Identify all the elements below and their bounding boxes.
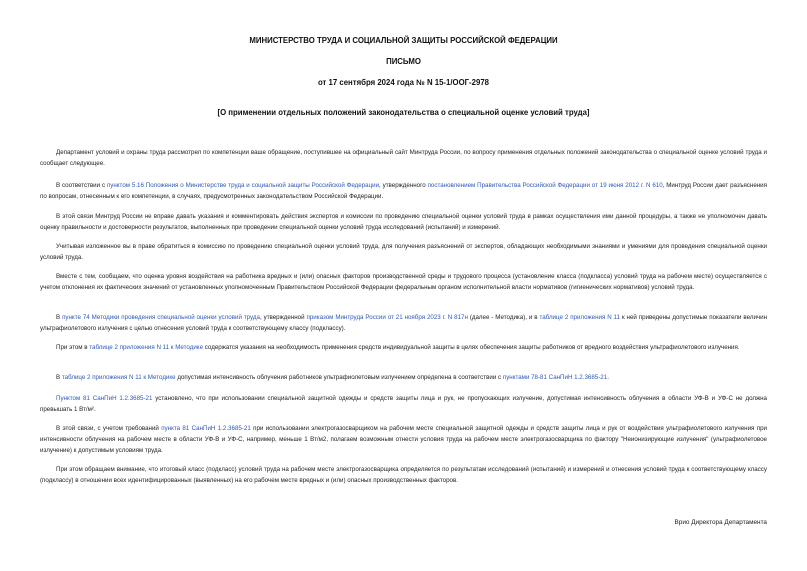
paragraph-7-text-a: При этом в [56,344,88,351]
paragraph-6-text-d: к ней приведены допустимые показатели величин ультрафиолетового излучения с целью отнесения условий труда к соответствующему классу (подклассу). [40,314,767,332]
link-order-817n[interactable]: приказом Минтруда России от 21 ноября 2023 г. N 817н [306,314,468,321]
link-regulation-5-16[interactable]: пунктом 5.16 Положения о Министерстве труда и социальной защиты Российской Федерации [106,182,380,189]
link-sanpin-items-78-81[interactable]: пунктами 78-81 СанПиН 1.2.3685-21 [502,374,608,381]
paragraph-2-text-a: В соответствии с [56,182,106,189]
link-methodology-item-74[interactable]: пункте 74 Методики проведения специальной оценки условий труда [62,314,260,321]
ministry-heading: МИНИСТЕРСТВО ТРУДА И СОЦИАЛЬНОЙ ЗАЩИТЫ РОССИЙСКОЙ ФЕДЕРАЦИИ [249,36,558,45]
document-title: [О применении отдельных положений законодательства о специальной оценке условий труда] [217,108,590,117]
paragraph-10 [40,423,767,456]
paragraph-8-text-b: допустимая интенсивность облучения работников ультрафиолетовым излучением определена в соответствии с [177,374,502,381]
link-sanpin-item-81-2[interactable]: пункта 81 СанПиН 1.2.3685-21 [161,425,251,432]
link-sanpin-item-81[interactable]: Пунктом 81 СанПиН 1.2.3685-21 [56,395,153,402]
paragraph-10-text-b: при использовании электрогазосварщиком на рабочем месте специальной защитной одежды и средств защиты лица и рук от воздействия ультрафиолетового излучения при интенсивности облучения на рабочем месте в области УФ-В и УФ-С, например, меньше 1 Вт/м2, полагаем возможным отнести условия труда на рабочем месте электрогазосварщика по фактору "Неионизирующие излучения" (ультрафиолетовое излучение) к допустимым условиям труда. [40,425,767,454]
link-table-2-appendix-11-methodology-2[interactable]: таблице 2 приложения N 11 к Методике [61,374,176,381]
paragraph-5: Вместе с тем, сообщаем, что оценка уровня воздействия на работника вредных и (или) опасных факторов производственной среды и трудового процесса (установление класса (подкласса) условий труда на рабочем месте) осуществляется с учетом отклонения их фактических значений от установленных уполномоченным Правительством Российской Федерации федеральным органом исполнительной власти нормативов (гигиенических нормативов) условий труда. [40,273,767,291]
paragraph-2-text-b: , утвержденного [379,182,426,189]
paragraph-7 [40,342,767,353]
paragraph-8-text-a: В [56,374,61,381]
paragraph-8 [40,372,767,383]
paragraph-7-text-b: содержатся указания на необходимость применения средств индивидуальной защиты в целях обеспечения защиты работников от вредного воздействия ультрафиолетового излучения. [204,344,740,351]
document-type: ПИСЬМО [386,57,421,66]
paragraph-2-text-c: , Минтруд России дает разъяснения по вопросам, отнесенным к его компетенции, в случаях, предусмотренных законодательством Российской Федерации. [40,182,767,200]
paragraph-9-text-a: установлено, что при использовании специальной защитной одежды и средств защиты лица и рук, не пропускающих излучение, допустимая интенсивность облучения в области УФ-В и УФ-С не должна превышать 1 Вт/м². [40,395,767,413]
paragraph-8-text-c: . [607,374,609,381]
paragraph-9 [40,393,767,415]
paragraph-6-text-a: В [56,314,61,321]
paragraph-4: Учитывая изложенное вы в праве обратиться в комиссию по проведению специальной оценки условий труда, для получения разъяснений от экспертов, обладающих необходимыми знаниями и умениями для проведения специальной оценки условий труда. [40,243,767,261]
paragraph-1: Департамент условий и охраны труда рассмотрел по компетенции ваше обращение, поступившее на официальный сайт Минтруда России, по вопросу применения отдельных положений законодательства о специальной оценке условий труда и сообщает следующее. [40,149,767,167]
paragraph-10-text-a: В этой связи, с учетом требований [56,425,159,432]
paragraph-6-text-b: , утвержденной [259,314,305,321]
signature: Врио Директора Департамента [674,519,767,526]
paragraph-2 [40,180,767,202]
document-date-number: от 17 сентября 2024 года № N 15-1/ООГ-2978 [317,78,490,87]
paragraph-11: При этом обращаем внимание, что итоговый класс (подкласс) условий труда на рабочем месте электрогазосварщика определяется по результатам исследований (испытаний) и измерений и отнесения условий труда к соответствующему классу (подклассу) в отношении всех идентифицированных (выявленных) на его рабочем месте вредных и (или) опасных производственных факторов. [40,466,767,484]
paragraph-6-text-c: (далее - Методика), и в [469,314,538,321]
link-table-2-appendix-11-methodology[interactable]: таблице 2 приложения N 11 к Методике [89,344,204,351]
paragraph-3: В этой связи Минтруд России не вправе давать указания и комментировать действия экспертов и комиссии по проведению специальной оценки условий труда в рамках осуществления ими данной процедуры, а также не уполномочен давать оценку правильности и достоверности результатов, выполненных при проведении специальной оценки условий труда исследований (испытаний) и измерений. [40,213,767,231]
link-government-decree-610[interactable]: постановлением Правительства Российской Федерации от 19 июня 2012 г. N 610 [427,182,663,189]
paragraph-6 [40,312,767,334]
link-table-2-appendix-11[interactable]: таблице 2 приложения N 11 [539,314,621,321]
